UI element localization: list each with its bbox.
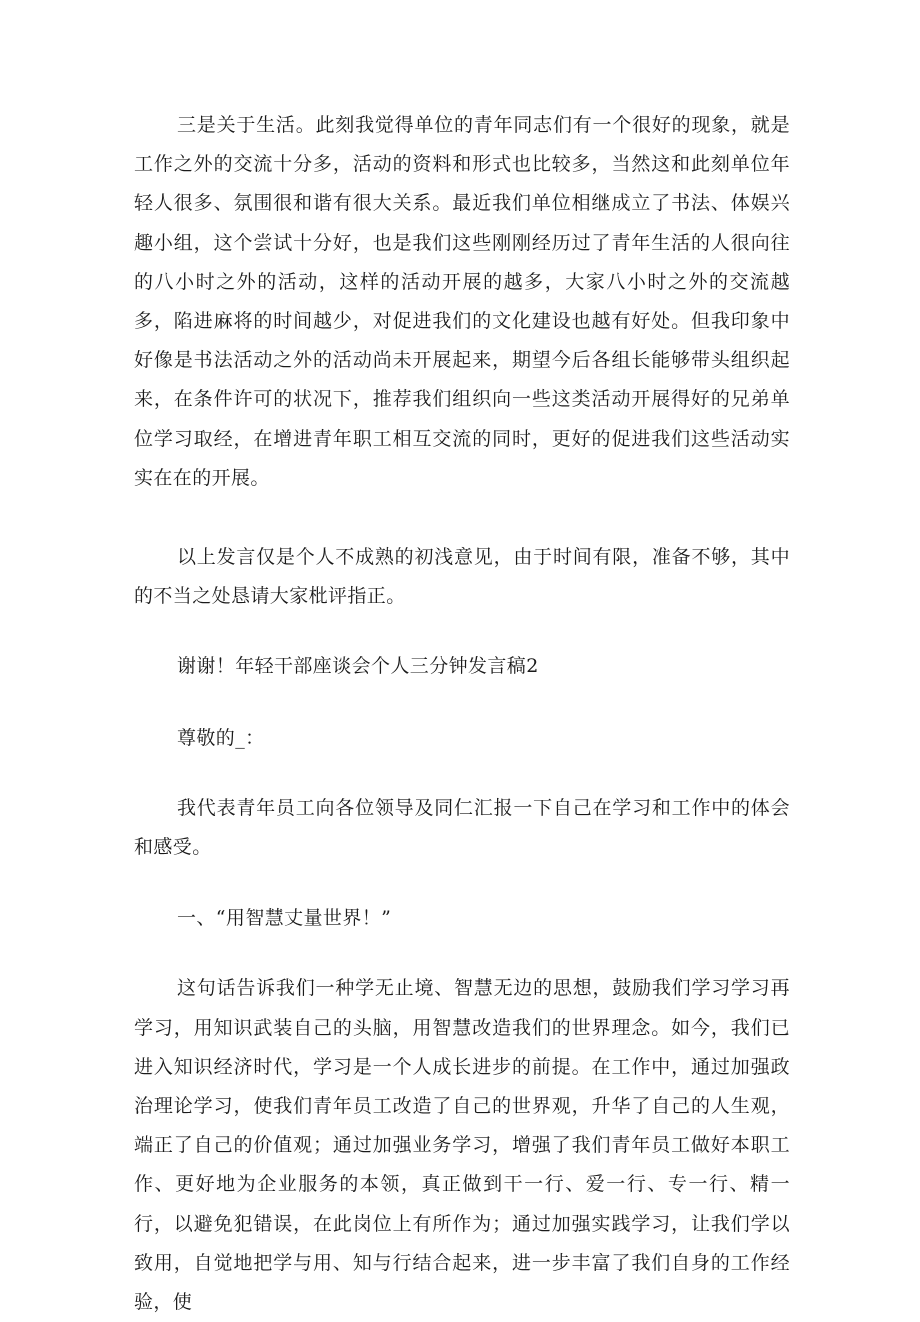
paragraph-introduction: 我代表青年员工向各位领导及同仁汇报一下自己在学习和工作中的体会和感受。 xyxy=(134,796,790,859)
paragraph-wisdom: 这句话告诉我们一种学无止境、智慧无边的思想，鼓励我们学习学习再学习，用知识武装自己的头脑，用智慧改造我们的世界理念。如今，我们已进入知识经济时代，学习是一个人成长进步的前提。在工作中，通过加强政治理论学习，使我们青年员工改造了自己的世界观，升华了自己的人生观，端正了自己的价值观；通过加强业务学习，增强了我们青年员工做好本职工作、更好地为企业服务的本领，真正做到干一行、爱一行、专一行、精一行，以避免犯错误，在此岗位上有所作为；通过加强实践学习，让我们学以致用，自觉地把学与用、知与行结合起来，进一步丰富了我们自身的工作经验，使 xyxy=(134,977,790,1314)
paragraph-salutation: 尊敬的_： xyxy=(177,726,265,749)
paragraph-thanks-and-title: 谢谢！年轻干部座谈会个人三分钟发言稿2 xyxy=(177,655,539,678)
document-page xyxy=(134,106,790,1322)
section-heading-one: 一、“用智慧丈量世界！” xyxy=(177,907,392,930)
paragraph-closing-remarks: 以上发言仅是个人不成熟的初浅意见，由于时间有限，准备不够，其中的不当之处恳请大家枇评指正。 xyxy=(134,546,790,608)
paragraph-life: 三是关于生活。此刻我觉得单位的青年同志们有一个很好的现象，就是工作之外的交流十分多，活动的资料和形式也比较多，当然这和此刻单位年轻人很多、氛围很和谐有很大关系。最近我们单位相继成立了书法、体娱兴趣小组，这个尝试十分好，也是我们这些刚刚经历过了青年生活的人很向往的八小时之外的活动，这样的活动开展的越多，大家八小时之外的交流越多，陷进麻将的时间越少，对促进我们的文化建设也越有好处。但我印象中好像是书法活动之外的活动尚未开展起来，期望今后各组长能够带头组织起来，在条件许可的状况下，推荐我们组织向一些这类活动开展得好的兄弟单位学习取经，在增进青年职工相互交流的同时，更好的促进我们这些活动实实在在的开展。 xyxy=(134,114,790,489)
